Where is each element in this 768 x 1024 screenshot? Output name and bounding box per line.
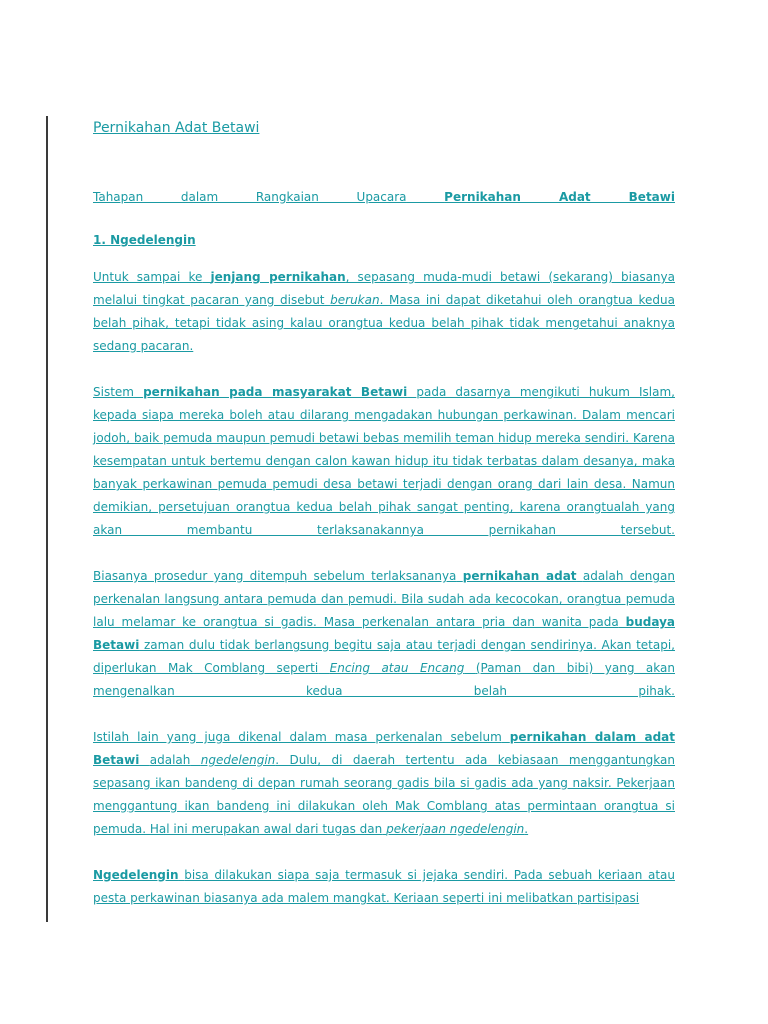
p2-text-a: Sistem — [93, 385, 134, 399]
margin-rule — [46, 116, 48, 922]
paragraph-3 — [93, 565, 675, 703]
p1-text-c: , sepasang muda-mudi betawi (sekarang) biasanya melalui tingkat pacaran yang disebut — [93, 270, 675, 307]
paragraph-5 — [93, 864, 675, 910]
subtitle-text: Tahapan dalam Rangkaian Upacara — [93, 190, 407, 204]
p1-italic-berukan: berukan — [330, 293, 380, 307]
paragraph-1 — [93, 266, 675, 358]
link-pernikahan-dalam-adat-betawi[interactable]: pernikahan dalam adat Betawi — [93, 730, 675, 767]
paragraph-2 — [93, 381, 675, 542]
link-pernikahan-adat[interactable]: pernikahan adat — [462, 569, 577, 583]
p3-italic-encing: Encing atau Encang — [329, 661, 465, 675]
document-title: Pernikahan Adat Betawi — [93, 120, 260, 136]
paragraph-4 — [93, 726, 675, 841]
document-subtitle — [93, 186, 675, 209]
p3-text-a: Biasanya prosedur yang ditempuh sebelum terlaksananya — [93, 569, 457, 583]
p3-text-c: adalah dengan perkenalan langsung antara pemuda dan pemudi. Bila sudah ada kecocokan, orangtua pemuda lalu melamar ke orangtua si gadis. Masa perkenalan antara pria dan wanita pada — [93, 569, 675, 629]
link-ngedelengin[interactable]: Ngedelengin — [93, 868, 179, 882]
p1-text-a: Untuk sampai ke — [93, 270, 203, 284]
link-budaya-betawi[interactable]: budaya Betawi — [93, 615, 675, 652]
p3-text-e: zaman dulu tidak berlangsung begitu saja atau terjadi dengan sendirinya. Akan tetapi, diperlukan Mak Comblang seperti — [93, 638, 675, 675]
p4-text-g: . — [524, 822, 529, 836]
p1-text-e: . Masa ini dapat diketahui oleh orangtua kedua belah pihak, tetapi tidak asing kalau orangtua kedua belah pihak tidak mengetahui anaknya sedang pacaran. — [93, 293, 675, 353]
p4-text-a: Istilah lain yang juga dikenal dalam masa perkenalan sebelum — [93, 730, 502, 744]
link-pernikahan-masyarakat-betawi[interactable]: pernikahan pada masyarakat Betawi — [143, 385, 408, 399]
subtitle-link[interactable]: Pernikahan Adat Betawi — [444, 190, 675, 204]
p2-text-c: pada dasarnya mengikuti hukum Islam, kepada siapa mereka boleh atau dilarang mengadakan hubungan perkawinan. Dalam mencari jodoh, baik pemuda maupun pemudi betawi bebas memilih teman hidup mereka sendiri. Karena kesempatan untuk bertemu dengan calon kawan hidup itu tidak terbatas dalam desanya, maka banyak perkawinan pemuda pemudi desa betawi terjadi dengan orang dari lain desa. Namun demikian, persetujuan orangtua kedua belah pihak sangat penting, karena orangtualah yang akan membantu terlaksanakannya pernikahan tersebut. — [93, 385, 675, 537]
p4-italic-ngedelengin: ngedelengin — [200, 753, 276, 767]
p4-text-c: adalah — [149, 753, 191, 767]
link-jenjang-pernikahan[interactable]: jenjang pernikahan — [210, 270, 346, 284]
p4-text-e: . Dulu, di daerah tertentu ada kebiasaan menggantungkan sepasang ikan bandeng di depan rumah seorang gadis bila si gadis ada yang naksir. Pekerjaan menggantung ikan bandeng ini dilakukan oleh Mak Comblang atas permintaan orangtua si pemuda. Hal ini merupakan awal dari tugas dan — [93, 753, 675, 836]
p5-text-b: bisa dilakukan siapa saja termasuk si jejaka sendiri. Pada sebuah keriaan atau pesta perkawinan biasanya ada malem mangkat. Keriaan seperti ini melibatkan partisipasi — [93, 868, 675, 905]
document-page — [93, 118, 675, 910]
p4-italic-pekerjaan: pekerjaan ngedelengin — [386, 822, 525, 836]
section-heading: 1. Ngedelengin — [93, 233, 196, 247]
p3-text-g: (Paman dan bibi) yang akan mengenalkan kedua belah pihak. — [93, 661, 675, 698]
